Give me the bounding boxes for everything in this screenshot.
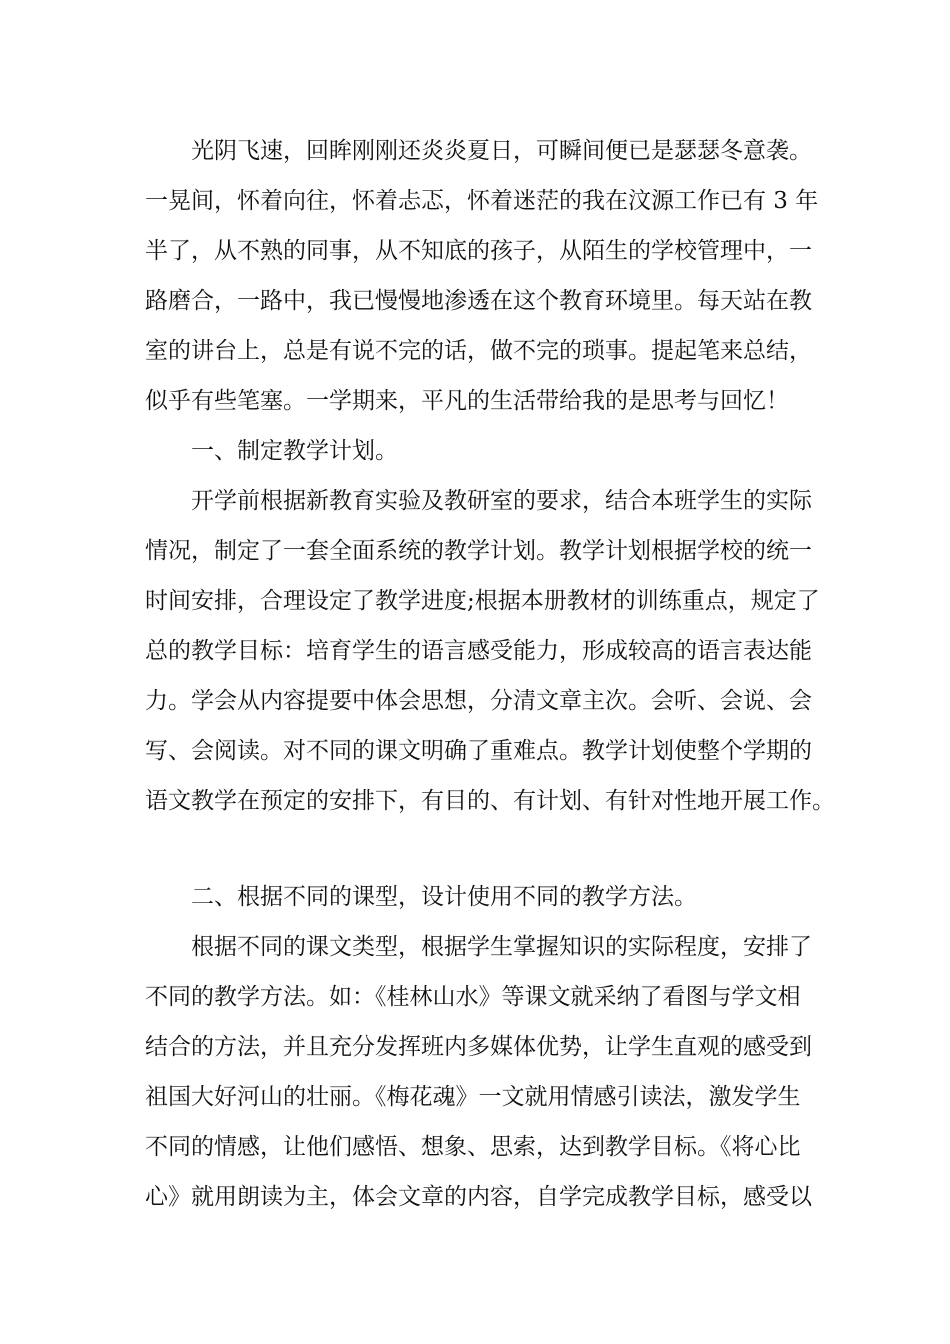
paragraph-line: 总的教学目标：培育学生的语言感受能力，形成较高的语言表达能 bbox=[145, 638, 812, 664]
paragraph-line: 情况，制定了一套全面系统的教学计划。教学计划根据学校的统一 bbox=[145, 538, 812, 564]
section-heading: 一、制定教学计划。 bbox=[191, 438, 398, 464]
paragraph-line: 室的讲台上，总是有说不完的话，做不完的琐事。提起笔来总结， bbox=[145, 338, 812, 364]
paragraph-line: 语文教学在预定的安排下，有目的、有计划、有针对性地开展工作。 bbox=[145, 788, 835, 814]
paragraph-line: 写、会阅读。对不同的课文明确了重难点。教学计划使整个学期的 bbox=[145, 738, 812, 764]
paragraph-line: 不同的情感，让他们感悟、想象、思索，达到教学目标。《将心比 bbox=[145, 1134, 801, 1160]
paragraph-line: 似乎有些笔塞。一学期来，平凡的生活带给我的是思考与回忆！ bbox=[145, 388, 789, 414]
paragraph-line: 时间安排，合理设定了教学进度;根据本册教材的训练重点，规定了 bbox=[145, 588, 820, 614]
paragraph-line: 一晃间，怀着向往，怀着忐忑，怀着迷茫的我在汶源工作已有 3 年 bbox=[145, 188, 819, 214]
paragraph-line: 路磨合，一路中，我已慢慢地渗透在这个教育环境里。每天站在教 bbox=[145, 288, 812, 314]
paragraph-line: 根据不同的课文类型，根据学生掌握知识的实际程度，安排了 bbox=[191, 934, 812, 960]
paragraph-line: 不同的教学方法。如：《桂林山水》等课文就采纳了看图与学文相 bbox=[145, 984, 801, 1010]
paragraph-line: 光阴飞速，回眸刚刚还炎炎夏日，可瞬间便已是瑟瑟冬意袭。 bbox=[191, 138, 812, 164]
paragraph-line: 开学前根据新教育实验及教研室的要求，结合本班学生的实际 bbox=[191, 488, 812, 514]
section-heading: 二、根据不同的课型，设计使用不同的教学方法。 bbox=[191, 884, 697, 910]
paragraph-line: 力。学会从内容提要中体会思想，分清文章主次。会听、会说、会 bbox=[145, 688, 812, 714]
paragraph-line: 半了，从不熟的同事，从不知底的孩子，从陌生的学校管理中，一 bbox=[145, 238, 812, 264]
paragraph-line: 结合的方法，并且充分发挥班内多媒体优势，让学生直观的感受到 bbox=[145, 1034, 812, 1060]
paragraph-line: 心》就用朗读为主，体会文章的内容，自学完成教学目标，感受以 bbox=[145, 1184, 812, 1210]
paragraph-line: 祖国大好河山的壮丽。《梅花魂》一文就用情感引读法，激发学生 bbox=[145, 1084, 801, 1110]
